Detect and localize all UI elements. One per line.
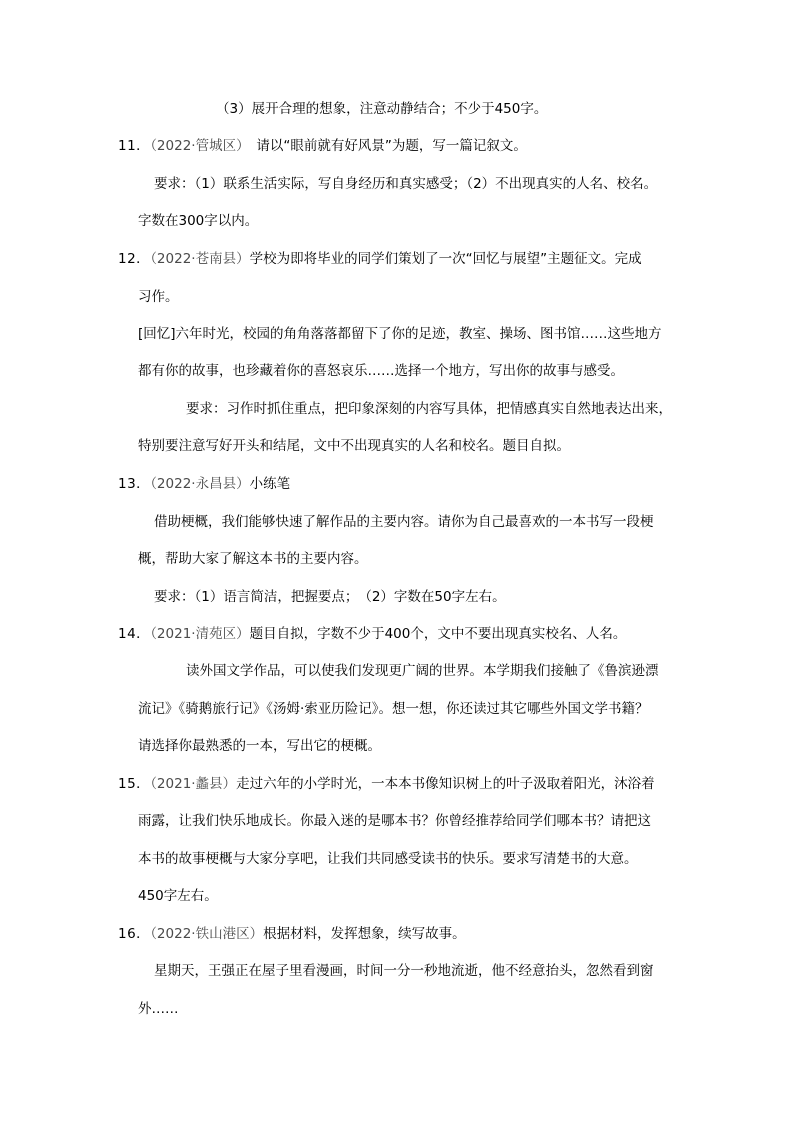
question-11-number: 11． <box>118 138 151 154</box>
question-12-prompt: 学校为即将毕业的同学们策划了一次“回忆与展望”主题征文。完成 <box>249 251 642 267</box>
question-12-line: [回忆]六年时光，校园的角角落落都留下了你的足迹，教室、操场、图书馆……这些地方 <box>138 326 662 342</box>
question-11-source: （2022·管城区） <box>150 138 243 154</box>
question-15-line: 450字左右。 <box>138 888 218 904</box>
question-16-number: 16． <box>118 926 151 942</box>
question-14-line: 流记》《骑鹅旅行记》《汤姆·索亚历险记》。想一想，你还读过其它哪些外国文学书籍？ <box>138 701 649 717</box>
question-15-prompt: 走过六年的小学时光，一本本书像知识树上的叶子汲取着阳光，沐浴着 <box>236 776 655 792</box>
question-15-line: 本书的故事梗概与大家分享吧，让我们共同感受读书的快乐。要求写清楚书的大意。 <box>138 851 638 867</box>
question-14-line: 请选择你最熟悉的一本，写出它的梗概。 <box>138 738 381 754</box>
question-15-number: 15． <box>118 776 151 792</box>
question-12-source: （2022·苍南县） <box>150 251 250 267</box>
question-12-line: 都有你的故事，也珍藏着你的喜怒哀乐……选择一个地方，写出你的故事与感受。 <box>138 363 624 379</box>
question-16-source: （2022·铁山港区） <box>150 926 264 942</box>
question-11-line: 字数在300字以内。 <box>138 213 259 229</box>
question-13-heading <box>118 475 290 493</box>
question-13-source: （2022·永昌县） <box>150 476 250 492</box>
question-11-heading <box>118 137 527 155</box>
question-15-line: 雨露，让我们快乐地成长。你最入迷的是哪本书？你曾经推荐给同学们哪本书？请把这 <box>138 813 651 829</box>
question-13-line: 要求：（1）语言简洁，把握要点； （2）字数在50字左右。 <box>154 589 506 605</box>
question-14-source: （2021·清苑区） <box>150 626 250 642</box>
question-11-line: 要求：（1）联系生活实际，写自身经历和真实感受；（2）不出现真实的人名、校名。 <box>154 176 658 192</box>
question-13-prompt: 小练笔 <box>249 476 291 492</box>
question-15-source: （2021·蠡县） <box>150 776 237 792</box>
question-12-heading <box>118 250 642 268</box>
question-14-line: 读外国文学作品，可以使我们发现更广阔的世界。本学期我们接触了《鲁滨逊漂 <box>186 663 659 679</box>
question-14-prompt: 题目自拟，字数不少于400个，文中不要出现真实校名、人名。 <box>249 626 627 642</box>
question-14-number: 14． <box>118 626 151 642</box>
question-16-prompt: 根据材料，发挥想象，续写故事。 <box>263 926 466 942</box>
question-12-line: 要求：习作时抓住重点，把印象深刻的内容写具体，把情感真实自然地表达出来， <box>186 401 672 417</box>
question-16-line: 星期天，王强正在屋子里看漫画，时间一分一秒地流逝，他不经意抬头，忽然看到窗 <box>154 963 654 979</box>
question-16-line: 外…… <box>138 1001 179 1017</box>
question-13-number: 13． <box>118 476 151 492</box>
question-11-prompt: 请以“眼前就有好风景”为题，写一篇记叙文。 <box>242 138 527 154</box>
question-13-line: 概，帮助大家了解这本书的主要内容。 <box>138 551 368 567</box>
question-13-line: 借助梗概，我们能够快速了解作品的主要内容。请你为自己最喜欢的一本书写一段梗 <box>154 514 654 530</box>
q10-requirement-3: （3）展开合理的想象，注意动静结合；不少于450字。 <box>216 101 548 117</box>
question-16-heading <box>118 925 466 943</box>
question-15-heading <box>118 775 655 793</box>
question-12-number: 12． <box>118 251 151 267</box>
question-12-line: 特别要注意写好开头和结尾，文中不出现真实的人名和校名。题目自拟。 <box>138 438 570 454</box>
question-12-line: 习作。 <box>138 289 179 305</box>
question-14-heading <box>118 625 626 643</box>
